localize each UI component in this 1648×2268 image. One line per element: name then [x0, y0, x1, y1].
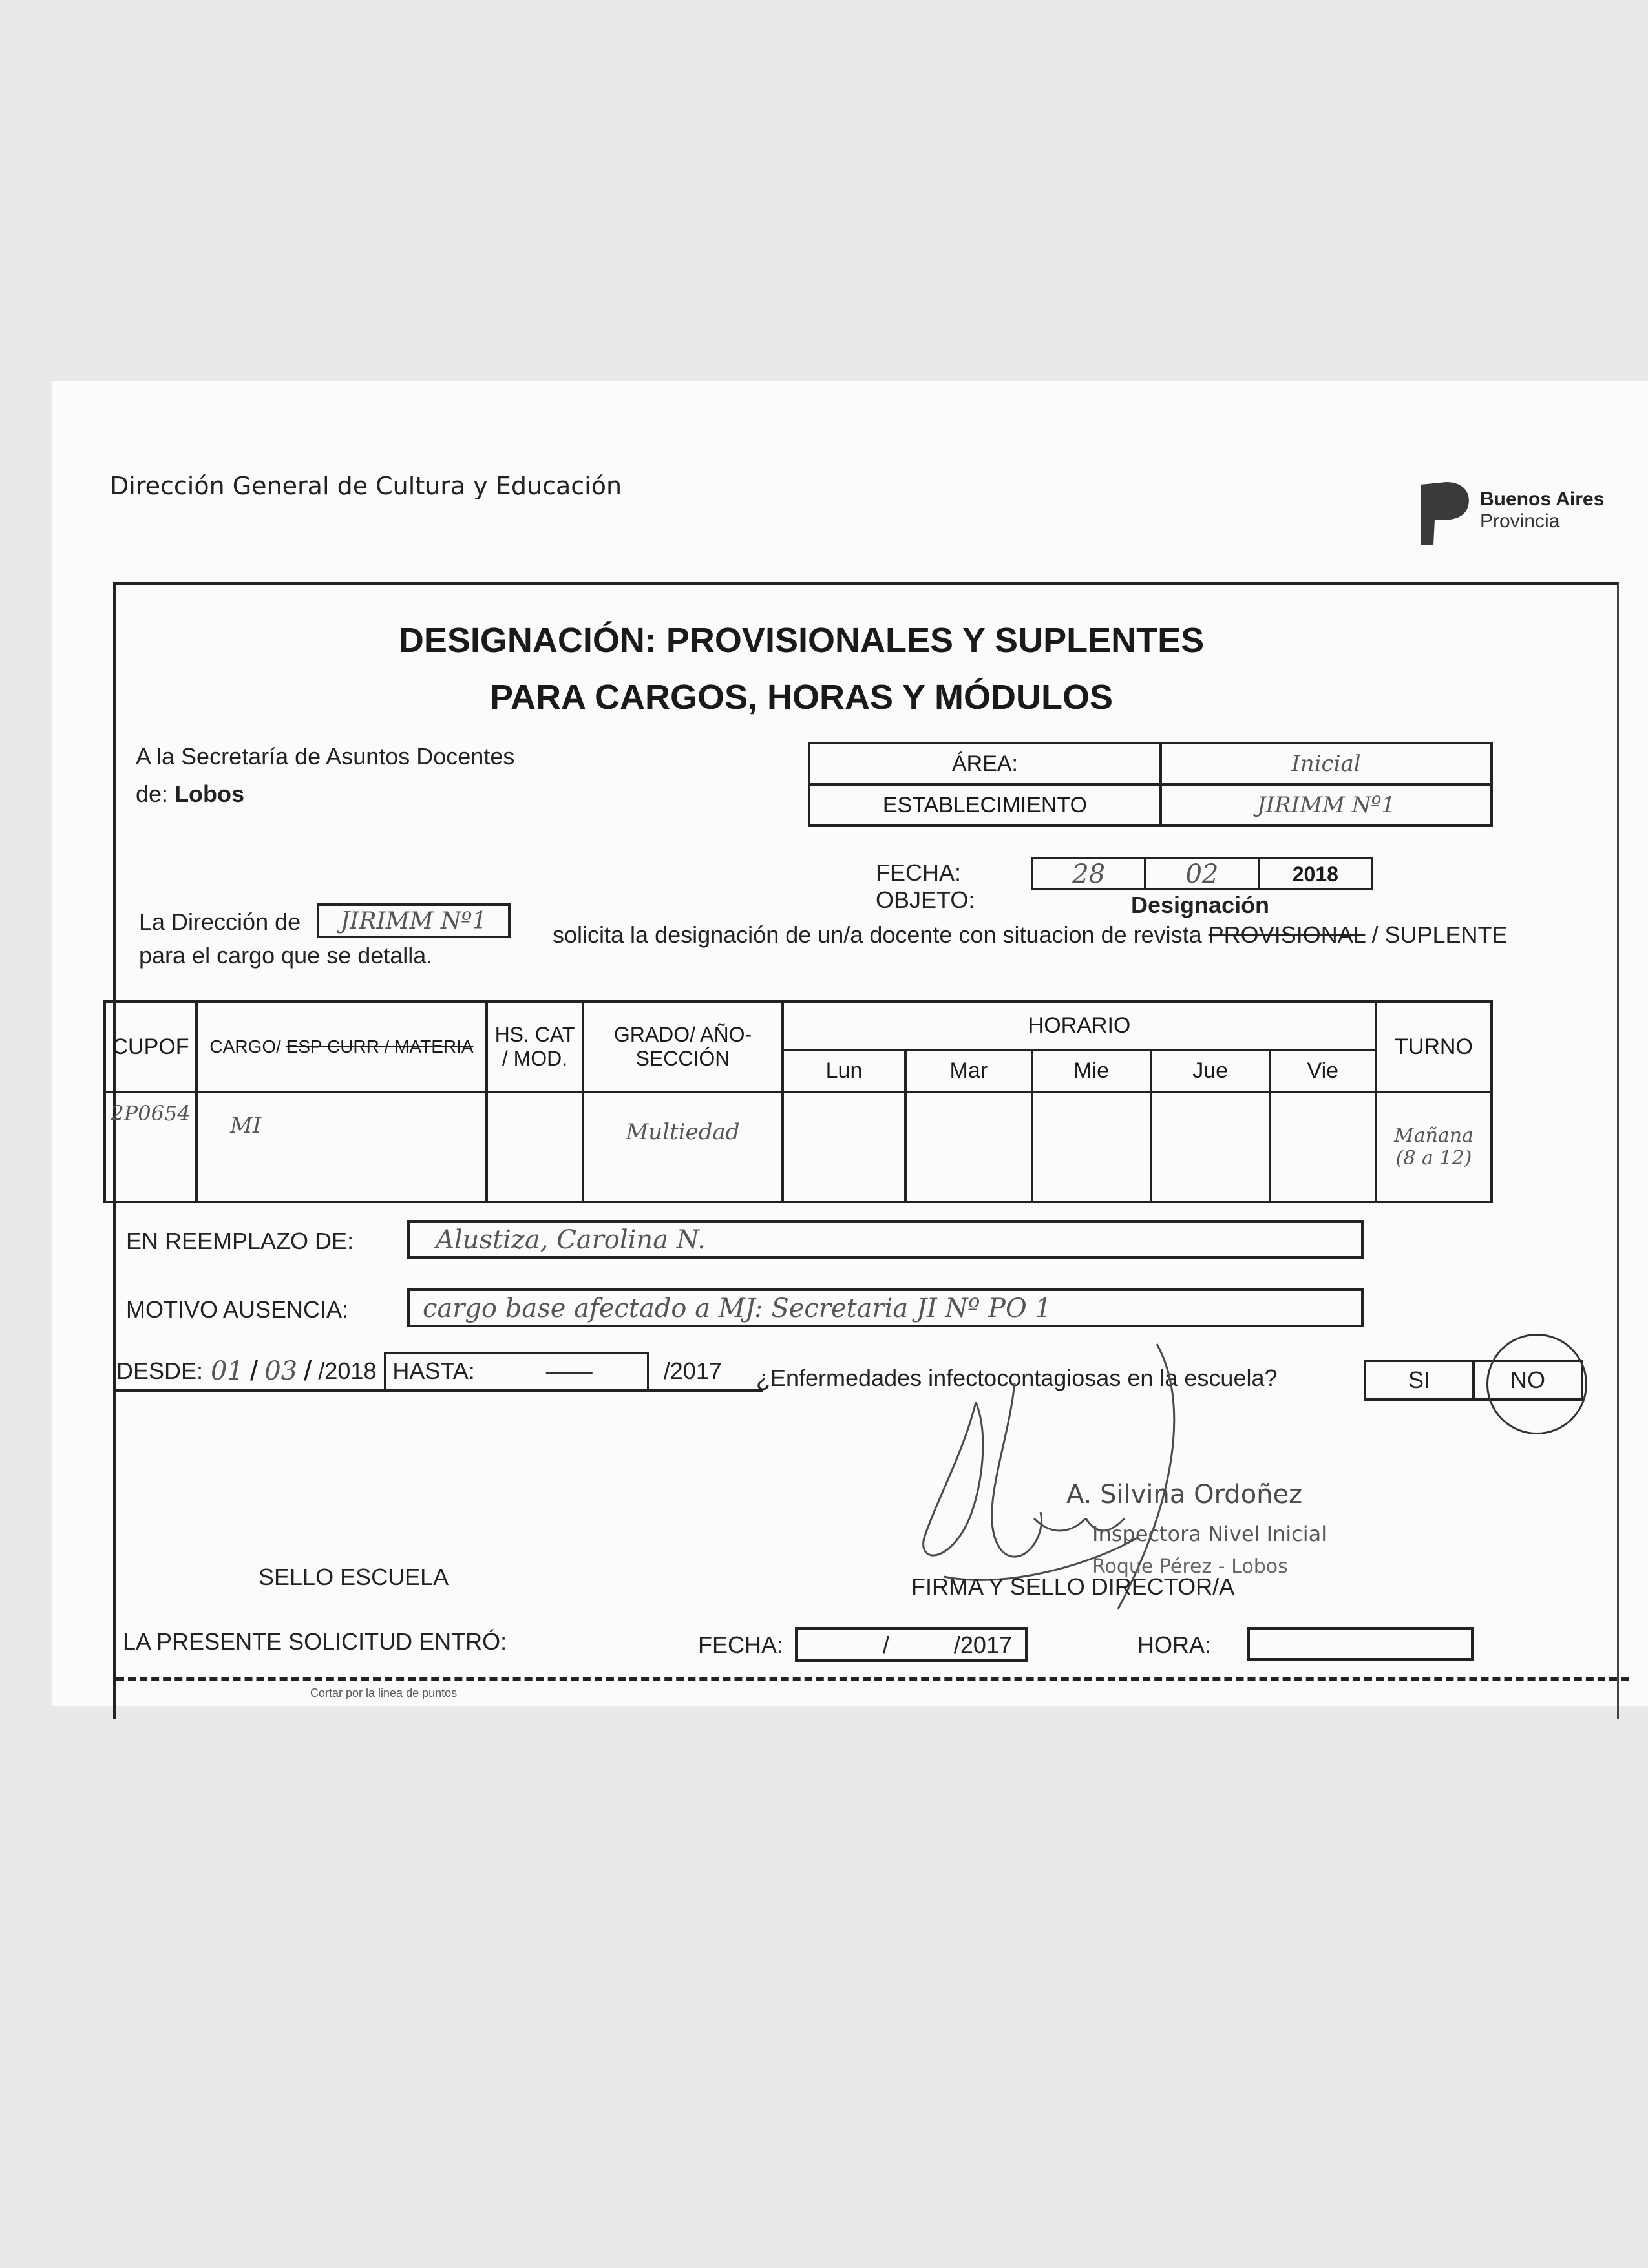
area-table — [808, 742, 1493, 827]
header-grado-line2: SECCIÓN — [635, 1047, 730, 1070]
desde-day: 01 — [211, 1356, 244, 1386]
recipient-line2 — [136, 781, 244, 808]
cut-line — [116, 1677, 1629, 1681]
fecha-month: 02 — [1146, 859, 1260, 888]
solicita-line — [553, 921, 1508, 949]
option-si[interactable]: SI — [1366, 1362, 1475, 1398]
province-logo-icon — [1415, 478, 1474, 549]
enfermedades-label: ¿Enfermedades infectocontagiosas en la escuela? — [756, 1365, 1278, 1391]
reemplazo-value[interactable]: Alustiza, Carolina N. — [407, 1220, 1364, 1259]
header-turno: TURNO — [1376, 1002, 1492, 1092]
header-grado — [583, 1002, 783, 1092]
cut-text: Cortar por la linea de puntos — [310, 1686, 458, 1699]
header-cupof: CUPOF — [105, 1002, 196, 1092]
direccion-prefix: La Dirección de — [139, 908, 301, 935]
header-day-mie: Mie — [1032, 1050, 1151, 1092]
hora-label: HORA: — [1137, 1632, 1212, 1658]
desde-sep: / — [249, 1355, 259, 1387]
fecha-day: 28 — [1033, 859, 1146, 888]
solicita-text: solicita la designación de un/a docente con situacion de revista — [553, 921, 1202, 948]
header-day-mar: Mar — [905, 1050, 1032, 1092]
hasta-value: —— — [545, 1358, 593, 1384]
objeto-label: OBJETO: — [876, 887, 975, 913]
hasta-label: HASTA: — [392, 1358, 475, 1384]
header-hs-line2: / MOD. — [502, 1047, 568, 1070]
header-cargo-label: CARGO/ — [209, 1036, 281, 1056]
recipient-line1: A la Secretaría de Asuntos Docentes — [136, 743, 515, 770]
stamp-role: Inspectora Nivel Inicial — [1092, 1522, 1327, 1546]
periodo-field[interactable] — [116, 1353, 763, 1392]
row-day-mar[interactable] — [905, 1092, 1032, 1202]
cargo-line: para el cargo que se detalla. — [139, 942, 433, 969]
stamp-name: A. Silvina Ordoñez — [1066, 1480, 1303, 1509]
row-day-jue[interactable] — [1151, 1092, 1270, 1202]
logo-line2: Provincia — [1480, 510, 1560, 532]
objeto-value: Designación — [1131, 892, 1270, 918]
desde-label: DESDE: — [116, 1358, 204, 1384]
area-label: ÁREA: — [809, 743, 1161, 784]
desde-sep2: / — [304, 1355, 312, 1387]
no-selection-circle — [1486, 1334, 1587, 1434]
province-logo — [1415, 478, 1629, 549]
fecha-label: FECHA: — [876, 859, 962, 886]
hasta-box — [384, 1352, 722, 1391]
recipient-place: Lobos — [174, 781, 245, 807]
row-cupof[interactable]: 2P0654 — [105, 1092, 196, 1202]
footer-fecha-value[interactable]: / /2017 — [795, 1627, 1028, 1662]
motivo-label: MOTIVO AUSENCIA: — [126, 1296, 349, 1323]
fecha-year: 2018 — [1292, 863, 1338, 886]
recipient-prefix: de: — [136, 781, 169, 807]
solicitud-entro-label: LA PRESENTE SOLICITUD ENTRÓ: — [123, 1628, 507, 1655]
header-day-vie: Vie — [1270, 1050, 1376, 1092]
row-day-mie[interactable] — [1032, 1092, 1151, 1202]
sello-escuela: SELLO ESCUELA — [259, 1564, 449, 1590]
fecha-field[interactable] — [1031, 857, 1373, 890]
row-turno-line2: (8 a 12) — [1395, 1147, 1472, 1170]
option-no[interactable]: NO — [1510, 1367, 1545, 1393]
reemplazo-label: EN REEMPLAZO DE: — [126, 1228, 354, 1254]
row-turno[interactable] — [1376, 1092, 1492, 1202]
header-hs-line1: HS. CAT — [494, 1023, 575, 1046]
organization-name: Dirección General de Cultura y Educación — [110, 472, 622, 500]
row-grado[interactable]: Multiedad — [583, 1092, 783, 1202]
header-esp: ESP CURR / MATERIA — [286, 1036, 474, 1056]
header-grado-line1: GRADO/ AÑO- — [613, 1023, 752, 1046]
establecimiento-value[interactable]: JIRIMM Nº1 — [1161, 784, 1492, 826]
header-day-jue: Jue — [1151, 1050, 1270, 1092]
desde-month: 03 — [264, 1356, 298, 1386]
desde-year: /2018 — [318, 1358, 377, 1384]
form-title-line1: DESIGNACIÓN: PROVISIONALES Y SUPLENTES — [398, 621, 1205, 660]
header-horario: HORARIO — [783, 1002, 1376, 1050]
direccion-value[interactable]: JIRIMM Nº1 — [317, 903, 511, 938]
row-day-vie[interactable] — [1270, 1092, 1376, 1202]
hora-field[interactable] — [1247, 1627, 1474, 1661]
row-turno-line1: Mañana — [1393, 1124, 1474, 1147]
motivo-value[interactable]: cargo base afectado a MJ: Secretaria JI Nº PO 1 — [407, 1288, 1364, 1327]
hasta-year: /2017 — [663, 1358, 722, 1384]
form-title-line2: PARA CARGOS, HORAS Y MÓDULOS — [489, 678, 1114, 717]
header-cargo — [196, 1002, 487, 1092]
area-value[interactable]: Inicial — [1161, 743, 1492, 784]
row-cargo[interactable]: MI — [196, 1092, 487, 1202]
row-hs[interactable] — [487, 1092, 583, 1202]
firma-director: FIRMA Y SELLO DIRECTOR/A — [911, 1573, 1235, 1600]
header-hs — [487, 1002, 583, 1092]
stamp-place: Roque Pérez - Lobos — [1092, 1555, 1288, 1578]
establecimiento-label: ESTABLECIMIENTO — [809, 784, 1161, 826]
footer-fecha-label: FECHA: — [698, 1632, 784, 1658]
provisional-text: PROVISIONAL — [1208, 921, 1366, 948]
header-day-lun: Lun — [783, 1050, 905, 1092]
form-sheet — [52, 381, 1648, 1706]
suplente-text: / SUPLENTE — [1371, 921, 1508, 948]
row-day-lun[interactable] — [783, 1092, 905, 1202]
cargo-table — [103, 1000, 1493, 1203]
logo-line1: Buenos Aires — [1480, 488, 1605, 510]
